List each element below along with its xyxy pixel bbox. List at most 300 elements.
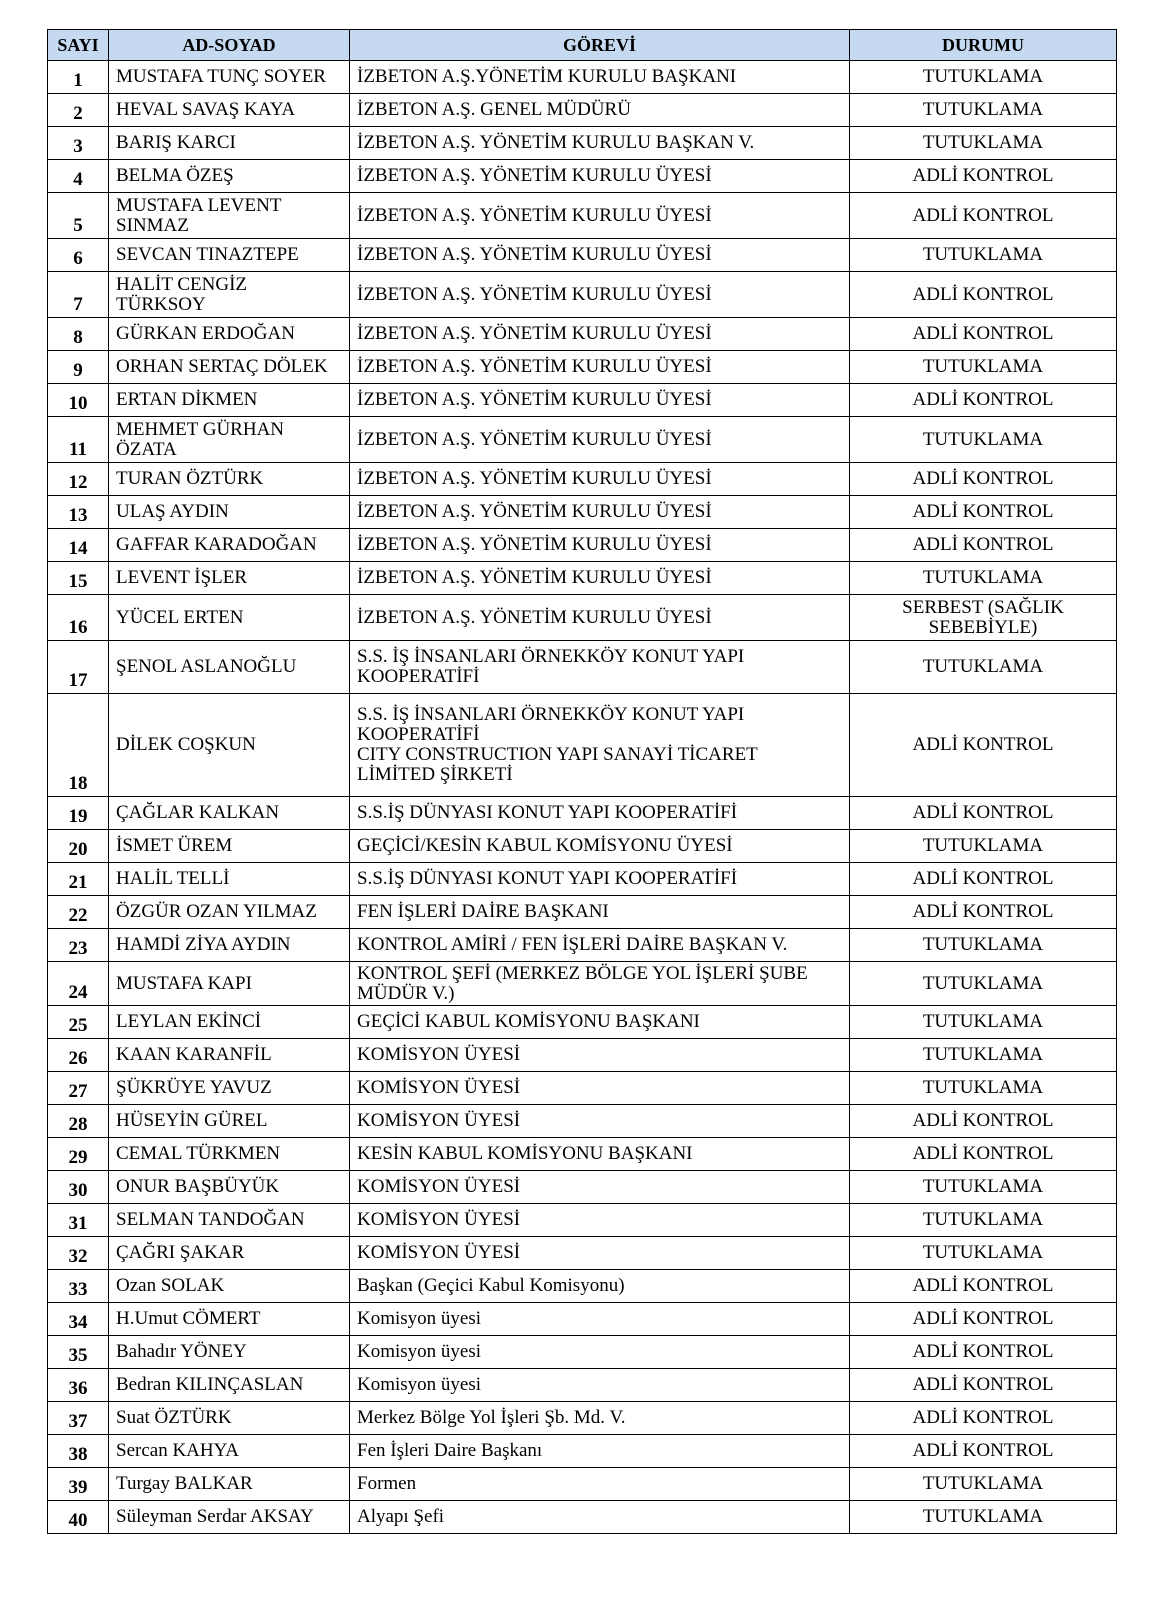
name-cell	[109, 1006, 350, 1039]
role-cell-line: İZBETON A.Ş. YÖNETİM KURULU ÜYESİ	[357, 534, 712, 555]
role-cell-line: GEÇİCİ KABUL KOMİSYONU BAŞKANI	[357, 1011, 700, 1032]
row-number: 36	[48, 1369, 109, 1402]
name-cell	[109, 863, 350, 896]
name-cell-line: CEMAL TÜRKMEN	[116, 1143, 281, 1164]
role-cell	[350, 496, 850, 529]
role-cell-line: İZBETON A.Ş. YÖNETİM KURULU ÜYESİ	[357, 606, 712, 628]
name-cell	[109, 1270, 350, 1303]
status-cell	[850, 1072, 1117, 1105]
status-cell-line: TUTUKLAMA	[922, 656, 1044, 677]
role-cell-line: İZBETON A.Ş.YÖNETİM KURULU BAŞKANI	[357, 66, 737, 87]
header-no: SAYI	[48, 30, 109, 61]
role-cell	[350, 929, 850, 962]
table-row	[48, 1204, 1117, 1237]
role-cell-line: CITY CONSTRUCTION YAPI SANAYİ TİCARET	[357, 744, 758, 765]
role-cell	[350, 417, 850, 463]
role-cell-line: S.S.İŞ DÜNYASI KONUT YAPI KOOPERATİFİ	[357, 868, 738, 889]
name-cell-line: KAAN KARANFİL	[116, 1044, 272, 1065]
role-cell-line: KOMİSYON ÜYESİ	[357, 1110, 521, 1131]
status-cell-line: ADLİ KONTROL	[912, 323, 1054, 344]
role-cell	[350, 1204, 850, 1237]
row-number: 33	[48, 1270, 109, 1303]
row-number: 15	[48, 562, 109, 595]
table-row	[48, 1303, 1117, 1336]
role-cell-line: KOMİSYON ÜYESİ	[357, 1209, 521, 1230]
name-cell-line: ERTAN DİKMEN	[116, 389, 258, 410]
status-cell-line: ADLİ KONTROL	[912, 1440, 1054, 1461]
role-cell-line: KOOPERATİFİ	[357, 724, 480, 745]
row-number: 38	[48, 1435, 109, 1468]
name-cell-line: ÖZATA	[116, 438, 177, 460]
status-cell-line: ADLİ KONTROL	[912, 802, 1054, 823]
name-cell	[109, 61, 350, 94]
role-cell-line: İZBETON A.Ş. YÖNETİM KURULU ÜYESİ	[357, 283, 712, 305]
table-row	[48, 160, 1117, 193]
name-cell-line: İSMET ÜREM	[116, 835, 233, 856]
name-cell	[109, 193, 350, 239]
name-cell	[109, 797, 350, 830]
name-cell	[109, 94, 350, 127]
status-cell-line: SERBEST (SAĞLIK	[902, 596, 1064, 618]
row-number: 16	[48, 595, 109, 641]
role-cell-line: KOMİSYON ÜYESİ	[357, 1242, 521, 1263]
name-cell	[109, 384, 350, 417]
role-cell-line: Komisyon üyesi	[357, 1341, 482, 1362]
name-cell	[109, 1369, 350, 1402]
role-cell	[350, 595, 850, 641]
name-cell-line: HÜSEYİN GÜREL	[116, 1110, 268, 1131]
role-cell	[350, 797, 850, 830]
role-cell-line: S.S.İŞ DÜNYASI KONUT YAPI KOOPERATİFİ	[357, 802, 738, 823]
row-number: 32	[48, 1237, 109, 1270]
status-cell	[850, 694, 1117, 797]
table-row	[48, 1006, 1117, 1039]
row-number: 4	[48, 160, 109, 193]
row-number: 5	[48, 193, 109, 239]
name-cell	[109, 1204, 350, 1237]
role-cell-line: Komisyon üyesi	[357, 1308, 482, 1329]
status-cell-line: TUTUKLAMA	[922, 428, 1044, 450]
table-row	[48, 1237, 1117, 1270]
status-cell-line: ADLİ KONTROL	[912, 901, 1054, 922]
row-number: 2	[48, 94, 109, 127]
status-cell	[850, 384, 1117, 417]
status-cell	[850, 562, 1117, 595]
status-cell	[850, 1006, 1117, 1039]
name-cell	[109, 1072, 350, 1105]
table-row	[48, 595, 1117, 641]
name-cell-line: ÖZGÜR OZAN YILMAZ	[116, 901, 317, 922]
status-cell-line: ADLİ KONTROL	[912, 534, 1054, 555]
row-number: 29	[48, 1138, 109, 1171]
status-cell	[850, 127, 1117, 160]
role-cell	[350, 1501, 850, 1534]
name-cell-line: BELMA ÖZEŞ	[116, 165, 234, 186]
name-cell-line: MEHMET GÜRHAN	[116, 418, 285, 440]
row-number: 35	[48, 1336, 109, 1369]
name-cell	[109, 1237, 350, 1270]
role-cell	[350, 127, 850, 160]
row-number: 39	[48, 1468, 109, 1501]
status-cell	[850, 94, 1117, 127]
row-number: 8	[48, 318, 109, 351]
row-number: 40	[48, 1501, 109, 1534]
role-cell	[350, 318, 850, 351]
table-row	[48, 272, 1117, 318]
role-cell-line: KOMİSYON ÜYESİ	[357, 1176, 521, 1197]
detention-table	[47, 29, 1117, 1534]
row-number: 1	[48, 61, 109, 94]
status-cell-line: ADLİ KONTROL	[912, 1407, 1054, 1428]
status-cell	[850, 193, 1117, 239]
table-row	[48, 496, 1117, 529]
role-cell-line: LİMİTED ŞİRKETİ	[357, 764, 513, 785]
table-row	[48, 239, 1117, 272]
row-number: 7	[48, 272, 109, 318]
role-cell-line: S.S. İŞ İNSANLARI ÖRNEKKÖY KONUT YAPI	[357, 704, 745, 725]
name-cell-line: TURAN ÖZTÜRK	[116, 468, 264, 489]
role-cell	[350, 962, 850, 1006]
table-body	[48, 61, 1117, 1534]
status-cell	[850, 1369, 1117, 1402]
name-cell	[109, 529, 350, 562]
name-cell-line: MUSTAFA TUNÇ SOYER	[116, 66, 326, 87]
row-number: 37	[48, 1402, 109, 1435]
role-cell	[350, 61, 850, 94]
row-number: 20	[48, 830, 109, 863]
status-cell	[850, 1402, 1117, 1435]
name-cell-line: DİLEK COŞKUN	[116, 734, 256, 755]
name-cell	[109, 896, 350, 929]
status-cell-line: TUTUKLAMA	[922, 1011, 1044, 1032]
status-cell	[850, 1204, 1117, 1237]
role-cell	[350, 830, 850, 863]
name-cell	[109, 463, 350, 496]
table-row	[48, 797, 1117, 830]
status-cell-line: TUTUKLAMA	[922, 1473, 1044, 1494]
name-cell	[109, 1336, 350, 1369]
name-cell-line: HAMDİ ZİYA AYDIN	[116, 934, 291, 955]
name-cell-line: HALİT CENGİZ	[116, 273, 248, 295]
status-cell	[850, 1105, 1117, 1138]
status-cell-line: ADLİ KONTROL	[912, 1110, 1054, 1131]
row-number: 21	[48, 863, 109, 896]
role-cell	[350, 694, 850, 797]
role-cell	[350, 641, 850, 694]
row-number: 14	[48, 529, 109, 562]
table-row	[48, 61, 1117, 94]
name-cell-line: SEVCAN TINAZTEPE	[116, 244, 299, 265]
role-cell	[350, 562, 850, 595]
name-cell-line: ÇAĞRI ŞAKAR	[116, 1242, 245, 1263]
name-cell	[109, 417, 350, 463]
role-cell	[350, 1105, 850, 1138]
status-cell-line: ADLİ KONTROL	[912, 501, 1054, 522]
status-cell	[850, 1468, 1117, 1501]
row-number: 23	[48, 929, 109, 962]
status-cell-line: TUTUKLAMA	[922, 1242, 1044, 1263]
table-row	[48, 1468, 1117, 1501]
name-cell-line: SINMAZ	[116, 214, 189, 236]
table-row	[48, 1336, 1117, 1369]
role-cell-line: Alyapı Şefi	[357, 1506, 445, 1527]
status-cell	[850, 1171, 1117, 1204]
table-row	[48, 94, 1117, 127]
status-cell	[850, 896, 1117, 929]
name-cell-line: Turgay BALKAR	[116, 1473, 253, 1494]
role-cell-line: İZBETON A.Ş. GENEL MÜDÜRÜ	[357, 99, 631, 120]
status-cell-line: ADLİ KONTROL	[912, 283, 1054, 305]
name-cell	[109, 562, 350, 595]
name-cell	[109, 1303, 350, 1336]
table-row	[48, 1402, 1117, 1435]
table-row	[48, 694, 1117, 797]
name-cell-line: MUSTAFA KAPI	[116, 972, 252, 994]
row-number: 3	[48, 127, 109, 160]
role-cell	[350, 94, 850, 127]
role-cell	[350, 384, 850, 417]
role-cell	[350, 1435, 850, 1468]
status-cell-line: ADLİ KONTROL	[912, 1374, 1054, 1395]
table-row	[48, 463, 1117, 496]
name-cell	[109, 160, 350, 193]
table-row	[48, 384, 1117, 417]
row-number: 18	[48, 694, 109, 797]
status-cell	[850, 160, 1117, 193]
row-number: 31	[48, 1204, 109, 1237]
role-cell-line: KESİN KABUL KOMİSYONU BAŞKANI	[357, 1143, 693, 1164]
role-cell	[350, 1138, 850, 1171]
table-row	[48, 641, 1117, 694]
role-cell	[350, 1303, 850, 1336]
table-row	[48, 193, 1117, 239]
status-cell	[850, 1303, 1117, 1336]
role-cell-line: S.S. İŞ İNSANLARI ÖRNEKKÖY KONUT YAPI	[357, 646, 745, 667]
role-cell	[350, 1039, 850, 1072]
status-cell-line: ADLİ KONTROL	[912, 468, 1054, 489]
role-cell	[350, 896, 850, 929]
name-cell-line: TÜRKSOY	[116, 293, 206, 315]
status-cell	[850, 595, 1117, 641]
name-cell-line: Ozan SOLAK	[116, 1275, 225, 1296]
status-cell-line: TUTUKLAMA	[922, 972, 1044, 994]
role-cell-line: İZBETON A.Ş. YÖNETİM KURULU ÜYESİ	[357, 244, 712, 265]
status-cell-line: TUTUKLAMA	[922, 66, 1044, 87]
name-cell	[109, 830, 350, 863]
status-cell-line: TUTUKLAMA	[922, 567, 1044, 588]
name-cell	[109, 127, 350, 160]
table-row	[48, 529, 1117, 562]
row-number: 6	[48, 239, 109, 272]
name-cell-line: ÇAĞLAR KALKAN	[116, 802, 280, 823]
status-cell	[850, 463, 1117, 496]
name-cell-line: Süleyman Serdar AKSAY	[116, 1506, 314, 1527]
status-cell-line: TUTUKLAMA	[922, 835, 1044, 856]
role-cell-line: KONTROL ŞEFİ (MERKEZ BÖLGE YOL İŞLERİ ŞUBE	[357, 962, 808, 984]
name-cell-line: BARIŞ KARCI	[116, 132, 236, 153]
row-number: 25	[48, 1006, 109, 1039]
row-number: 10	[48, 384, 109, 417]
name-cell	[109, 318, 350, 351]
role-cell-line: İZBETON A.Ş. YÖNETİM KURULU ÜYESİ	[357, 389, 712, 410]
role-cell-line: Formen	[357, 1473, 417, 1494]
name-cell-line: ULAŞ AYDIN	[116, 501, 229, 522]
name-cell	[109, 239, 350, 272]
row-number: 22	[48, 896, 109, 929]
name-cell	[109, 595, 350, 641]
name-cell	[109, 1039, 350, 1072]
status-cell	[850, 272, 1117, 318]
role-cell-line: İZBETON A.Ş. YÖNETİM KURULU ÜYESİ	[357, 567, 712, 588]
table-row	[48, 1072, 1117, 1105]
name-cell	[109, 962, 350, 1006]
table-header-row	[48, 30, 1117, 61]
status-cell	[850, 1138, 1117, 1171]
role-cell-line: Komisyon üyesi	[357, 1374, 482, 1395]
status-cell-line: TUTUKLAMA	[922, 99, 1044, 120]
status-cell-line: TUTUKLAMA	[922, 244, 1044, 265]
row-number: 19	[48, 797, 109, 830]
status-cell	[850, 417, 1117, 463]
role-cell-line: İZBETON A.Ş. YÖNETİM KURULU ÜYESİ	[357, 204, 712, 226]
header-name: AD-SOYAD	[109, 30, 350, 61]
status-cell	[850, 1501, 1117, 1534]
row-number: 27	[48, 1072, 109, 1105]
table-row	[48, 929, 1117, 962]
row-number: 13	[48, 496, 109, 529]
status-cell	[850, 318, 1117, 351]
name-cell-line: LEVENT İŞLER	[116, 567, 248, 588]
name-cell	[109, 1105, 350, 1138]
table-row	[48, 1039, 1117, 1072]
status-cell-line: ADLİ KONTROL	[912, 165, 1054, 186]
name-cell-line: ŞENOL ASLANOĞLU	[116, 656, 297, 677]
status-cell	[850, 797, 1117, 830]
role-cell	[350, 1237, 850, 1270]
role-cell-line: İZBETON A.Ş. YÖNETİM KURULU BAŞKAN V.	[357, 132, 755, 153]
table-row	[48, 1171, 1117, 1204]
role-cell-line: MÜDÜR V.)	[357, 982, 455, 1004]
status-cell-line: TUTUKLAMA	[922, 934, 1044, 955]
name-cell	[109, 272, 350, 318]
name-cell	[109, 496, 350, 529]
role-cell-line: Merkez Bölge Yol İşleri Şb. Md. V.	[357, 1407, 626, 1428]
status-cell-line: ADLİ KONTROL	[912, 1143, 1054, 1164]
name-cell	[109, 1171, 350, 1204]
status-cell-line: TUTUKLAMA	[922, 1506, 1044, 1527]
table-row	[48, 830, 1117, 863]
status-cell	[850, 1270, 1117, 1303]
name-cell-line: SELMAN TANDOĞAN	[116, 1209, 305, 1230]
role-cell	[350, 1369, 850, 1402]
name-cell-line: MUSTAFA LEVENT	[116, 194, 282, 216]
role-cell	[350, 272, 850, 318]
name-cell-line: ŞÜKRÜYE YAVUZ	[116, 1077, 272, 1098]
status-cell-line: ADLİ KONTROL	[912, 389, 1054, 410]
role-cell	[350, 1006, 850, 1039]
table-row	[48, 896, 1117, 929]
role-cell	[350, 863, 850, 896]
role-cell-line: KONTROL AMİRİ / FEN İŞLERİ DAİRE BAŞKAN V.	[357, 934, 788, 955]
status-cell-line: ADLİ KONTROL	[912, 1308, 1054, 1329]
name-cell-line: Bahadır YÖNEY	[116, 1341, 247, 1362]
table-row	[48, 127, 1117, 160]
role-cell-line: KOMİSYON ÜYESİ	[357, 1044, 521, 1065]
status-cell	[850, 1237, 1117, 1270]
name-cell-line: GÜRKAN ERDOĞAN	[116, 323, 295, 344]
status-cell	[850, 239, 1117, 272]
status-cell	[850, 863, 1117, 896]
role-cell-line: İZBETON A.Ş. YÖNETİM KURULU ÜYESİ	[357, 323, 712, 344]
status-cell	[850, 496, 1117, 529]
role-cell	[350, 351, 850, 384]
name-cell	[109, 929, 350, 962]
role-cell	[350, 160, 850, 193]
status-cell-line: ADLİ KONTROL	[912, 1275, 1054, 1296]
role-cell-line: KOOPERATİFİ	[357, 666, 480, 687]
name-cell	[109, 1435, 350, 1468]
name-cell	[109, 641, 350, 694]
row-number: 30	[48, 1171, 109, 1204]
status-cell-line: TUTUKLAMA	[922, 1077, 1044, 1098]
role-cell	[350, 1336, 850, 1369]
name-cell	[109, 1501, 350, 1534]
role-cell	[350, 529, 850, 562]
name-cell-line: Sercan KAHYA	[116, 1440, 239, 1461]
role-cell	[350, 463, 850, 496]
table-row	[48, 318, 1117, 351]
name-cell-line: H.Umut CÖMERT	[116, 1308, 261, 1329]
table-row	[48, 1270, 1117, 1303]
name-cell	[109, 694, 350, 797]
status-cell-line: ADLİ KONTROL	[912, 734, 1054, 755]
table-row	[48, 562, 1117, 595]
role-cell-line: KOMİSYON ÜYESİ	[357, 1077, 521, 1098]
status-cell-line: ADLİ KONTROL	[912, 204, 1054, 226]
name-cell-line: GAFFAR KARADOĞAN	[116, 534, 317, 555]
role-cell-line: İZBETON A.Ş. YÖNETİM KURULU ÜYESİ	[357, 428, 712, 450]
name-cell-line: Suat ÖZTÜRK	[116, 1407, 232, 1428]
name-cell-line: ORHAN SERTAÇ DÖLEK	[116, 356, 328, 377]
table-row	[48, 351, 1117, 384]
status-cell-line: TUTUKLAMA	[922, 1209, 1044, 1230]
role-cell-line: Başkan (Geçici Kabul Komisyonu)	[357, 1275, 625, 1296]
name-cell	[109, 351, 350, 384]
table-row	[48, 1501, 1117, 1534]
status-cell-line: TUTUKLAMA	[922, 356, 1044, 377]
status-cell-line: TUTUKLAMA	[922, 132, 1044, 153]
table-row	[48, 863, 1117, 896]
name-cell-line: Bedran KILINÇASLAN	[116, 1374, 304, 1395]
table-row	[48, 1138, 1117, 1171]
role-cell-line: İZBETON A.Ş. YÖNETİM KURULU ÜYESİ	[357, 165, 712, 186]
role-cell-line: FEN İŞLERİ DAİRE BAŞKANI	[357, 901, 609, 922]
document-page	[47, 29, 1116, 1534]
row-number: 11	[48, 417, 109, 463]
row-number: 28	[48, 1105, 109, 1138]
status-cell	[850, 830, 1117, 863]
role-cell	[350, 1171, 850, 1204]
role-cell	[350, 193, 850, 239]
row-number: 9	[48, 351, 109, 384]
status-cell	[850, 1039, 1117, 1072]
status-cell-line: ADLİ KONTROL	[912, 868, 1054, 889]
name-cell-line: YÜCEL ERTEN	[116, 606, 244, 628]
row-number: 17	[48, 641, 109, 694]
name-cell	[109, 1468, 350, 1501]
row-number: 12	[48, 463, 109, 496]
table-row	[48, 1105, 1117, 1138]
